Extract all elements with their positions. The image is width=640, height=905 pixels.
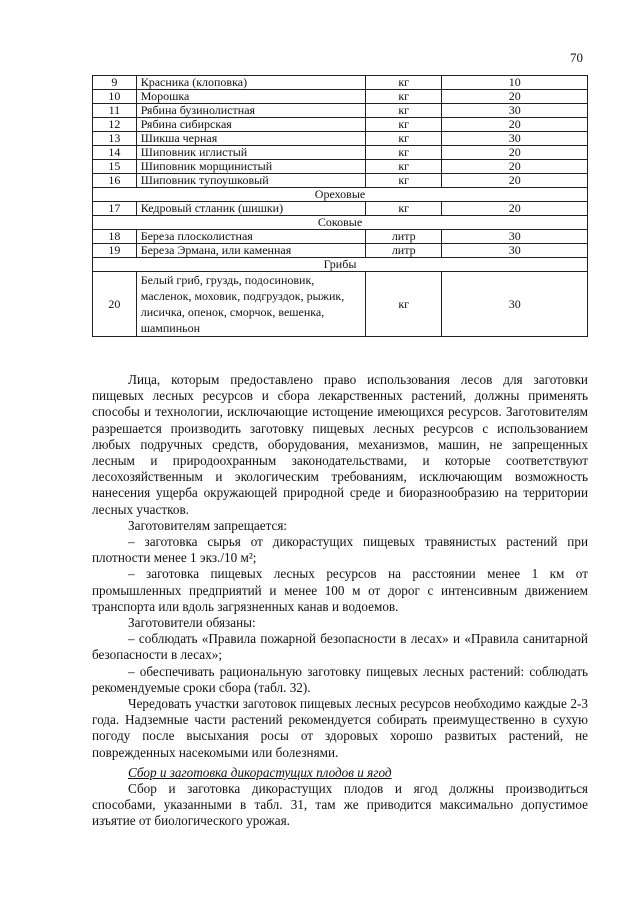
resource-name: Шиповник морщинистый	[136, 160, 365, 174]
paragraph: – заготовка сырья от дикорастущих пищевых травянистых растений при плотности менее 1 экз./10 м²;	[92, 534, 588, 566]
row-number: 12	[93, 118, 137, 132]
unit-cell: кг	[365, 146, 441, 160]
value-cell: 10	[442, 76, 588, 90]
value-cell: 20	[442, 202, 588, 216]
table-row	[93, 118, 588, 132]
table-row	[93, 90, 588, 104]
paragraph: – заготовка пищевых лесных ресурсов на расстоянии менее 1 км от промышленных предприятий и менее 100 м от дорог с интенсивным движением транспорта или вдоль загрязненных канав и водоемов.	[92, 566, 588, 614]
resources-table	[92, 75, 588, 337]
resource-name: Шиповник иглистый	[136, 146, 365, 160]
page-number: 70	[570, 50, 583, 65]
unit-cell: кг	[365, 104, 441, 118]
unit-cell: кг	[365, 160, 441, 174]
paragraph: – обеспечивать рациональную заготовку пищевых лесных растений: соблюдать рекомендуемые сроки сбора (табл. 32).	[92, 663, 588, 695]
row-number: 17	[93, 202, 137, 216]
body-text	[92, 372, 588, 830]
row-number: 20	[93, 272, 137, 337]
unit-cell: литр	[365, 230, 441, 244]
resource-name: Кедровый стланик (шишки)	[136, 202, 365, 216]
value-cell: 30	[442, 272, 588, 337]
table-row	[93, 174, 588, 188]
value-cell: 20	[442, 160, 588, 174]
resource-name: Морошка	[136, 90, 365, 104]
row-number: 19	[93, 244, 137, 258]
value-cell: 20	[442, 90, 588, 104]
unit-cell: кг	[365, 118, 441, 132]
value-cell: 30	[442, 244, 588, 258]
table-row	[93, 230, 588, 244]
unit-cell: кг	[365, 90, 441, 104]
row-number: 9	[93, 76, 137, 90]
table-row	[93, 272, 588, 337]
table-row	[93, 146, 588, 160]
table-row	[93, 76, 588, 90]
resource-name: Красника (клоповка)	[136, 76, 365, 90]
value-cell: 20	[442, 118, 588, 132]
resource-name: Шиповник тупоушковый	[136, 174, 365, 188]
unit-cell: кг	[365, 174, 441, 188]
paragraph: Заготовители обязаны:	[128, 615, 256, 631]
row-number: 14	[93, 146, 137, 160]
table-row	[93, 132, 588, 146]
row-number: 15	[93, 160, 137, 174]
row-number: 11	[93, 104, 137, 118]
paragraph: Чередовать участки заготовок пищевых лесных ресурсов необходимо каждые 2-3 года. Надземные части растений рекомендуется собирать преимущественно в сухую погоду после высыхания росы от здоровых хорошо развитых растений, не поврежденных насекомыми или болезнями.	[92, 696, 588, 760]
unit-cell: кг	[365, 202, 441, 216]
value-cell: 30	[442, 132, 588, 146]
value-cell: 30	[442, 230, 588, 244]
resource-name: Рябина сибирская	[136, 118, 365, 132]
resource-name: Береза плосколистная	[136, 230, 365, 244]
resource-name: Белый гриб, груздь, подосиновик, масленок, моховик, подгруздок, рыжик, лисичка, опенок, сморчок, вешенка, шампиньон	[136, 272, 365, 337]
table-row	[93, 202, 588, 216]
paragraph: Лица, которым предоставлено право использования лесов для заготовки пищевых лесных ресурсов и сбора лекарственных растений, должны применять способы и технологии, исключающие истощение имеющихся ресурсов. Заготовителям разрешается производить заготовку пищевых лесных ресурсов с использованием любых подручных средств, оборудования, механизмов, машин, не запрещенных лесным и природоохранным законодательствами, и которые соответствуют лесохозяйственным и экологическим требованиям, исключающим возможность нанесения ущерба окружающей природной среде и биоразнообразию на территории лесных участков.	[92, 372, 588, 517]
value-cell: 30	[442, 104, 588, 118]
table-row	[93, 160, 588, 174]
resource-name: Рябина бузинолистная	[136, 104, 365, 118]
unit-cell: кг	[365, 132, 441, 146]
paragraph: Сбор и заготовка дикорастущих плодов и ягод должны производиться способами, указанными в табл. 31, там же приводится максимально допустимое изъятие от биологического урожая.	[92, 781, 588, 829]
table-group-row	[93, 216, 588, 230]
section-heading: Сбор и заготовка дикорастущих плодов и ягод	[128, 764, 392, 780]
row-number: 13	[93, 132, 137, 146]
group-title: Соковые	[93, 216, 588, 230]
row-number: 16	[93, 174, 137, 188]
unit-cell: кг	[365, 76, 441, 90]
row-number: 18	[93, 230, 137, 244]
paragraph: – соблюдать «Правила пожарной безопасности в лесах» и «Правила санитарной безопасности в лесах»;	[92, 631, 588, 663]
table-group-row	[93, 188, 588, 202]
unit-cell: кг	[365, 272, 441, 337]
resource-name: Береза Эрмана, или каменная	[136, 244, 365, 258]
table-row	[93, 244, 588, 258]
group-title: Ореховые	[93, 188, 588, 202]
paragraph: Заготовителям запрещается:	[128, 517, 288, 533]
table-row	[93, 104, 588, 118]
value-cell: 20	[442, 174, 588, 188]
unit-cell: литр	[365, 244, 441, 258]
resource-name: Шикша черная	[136, 132, 365, 146]
table-group-row	[93, 258, 588, 272]
row-number: 10	[93, 90, 137, 104]
value-cell: 20	[442, 146, 588, 160]
group-title: Грибы	[93, 258, 588, 272]
